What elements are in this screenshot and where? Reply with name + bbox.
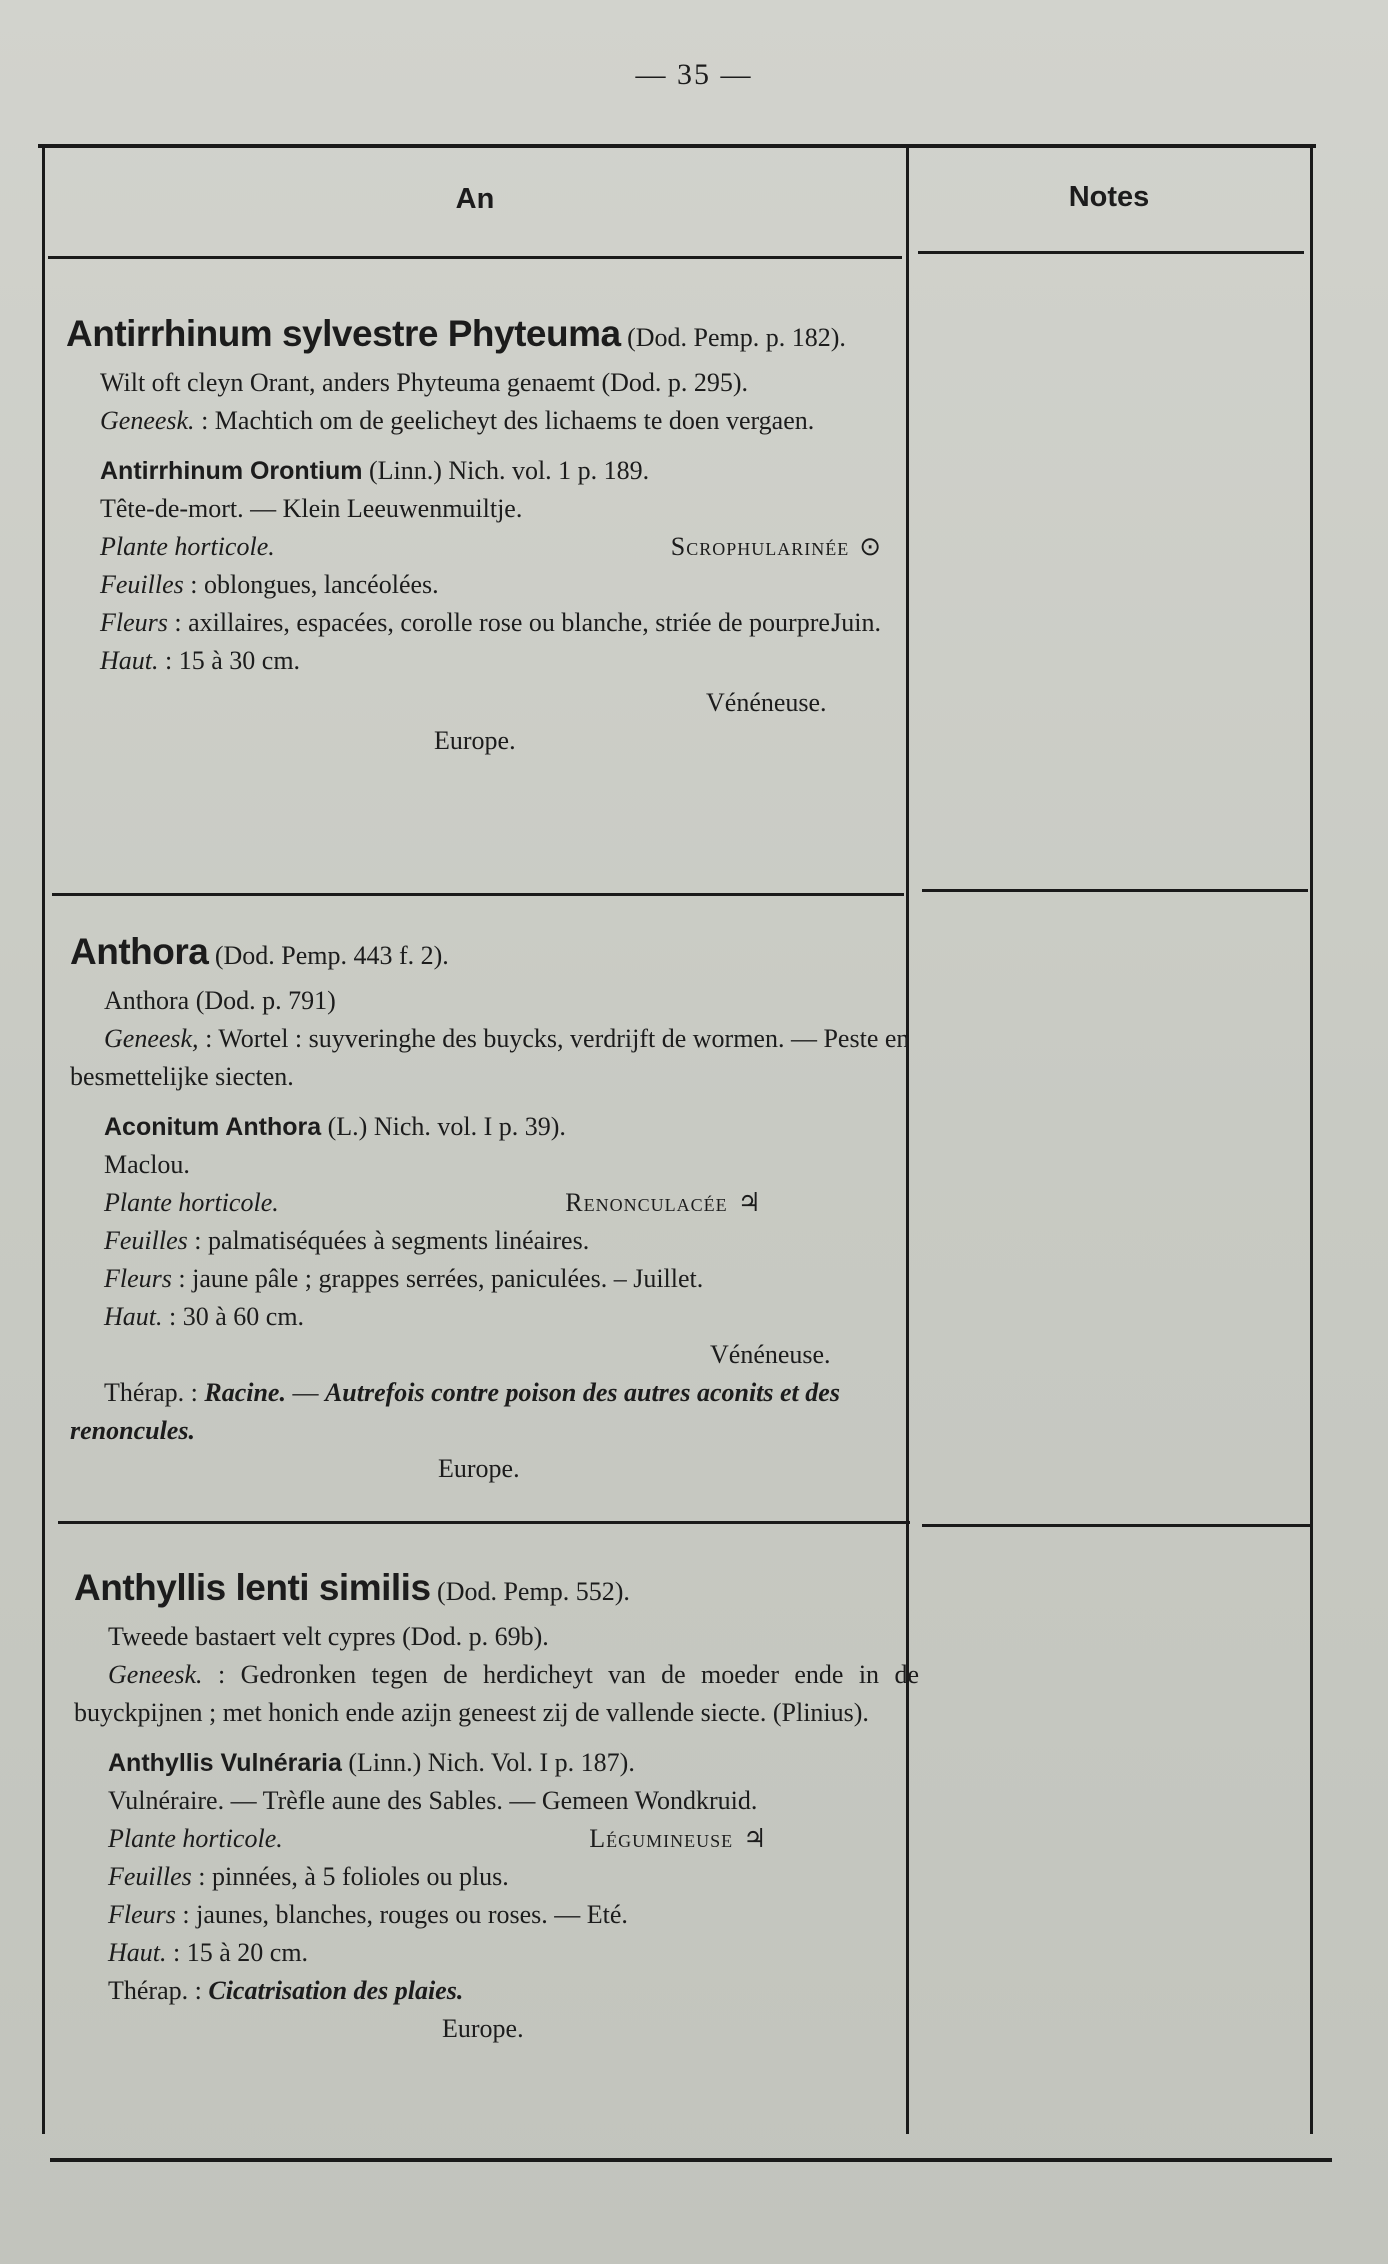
entry-reference: (Dod. Pemp. 443 f. 2).: [214, 941, 449, 970]
column-header-notes: Notes: [1068, 181, 1150, 213]
geneesk-line: [70, 1020, 915, 1096]
row-rule-right-1: [922, 889, 1308, 892]
feuilles-text: palmatiséquées à segments linéaires.: [208, 1226, 590, 1255]
dutch-name: Anthora (Dod. p. 791): [104, 986, 336, 1015]
dutch-name: Tweede bastaert velt cypres (Dod. p. 69b).: [108, 1622, 549, 1651]
feuilles-label: Feuilles: [108, 1862, 192, 1891]
plante-type: Plante horticole.: [100, 532, 275, 561]
header-rule-left: [48, 256, 902, 259]
fleurs-label: Fleurs: [108, 1900, 176, 1929]
haut-line: Haut. : 15 à 20 cm.: [108, 1938, 309, 1967]
fleurs-label: Fleurs: [100, 608, 168, 637]
therap-part: Racine.: [204, 1378, 286, 1407]
row-rule-left-2: [58, 1521, 910, 1524]
therap-use: Cicatrisation des plaies.: [208, 1976, 464, 2005]
entry-reference: (Dod. Pemp. 552).: [437, 1577, 630, 1606]
feuilles-line: Feuilles : oblongues, lancéolées.: [100, 570, 439, 599]
haut-line: Haut. : 15 à 30 cm.: [100, 646, 301, 675]
fleurs-line: Fleurs : jaune pâle ; grappes serrées, paniculées. – Juillet.: [104, 1264, 704, 1293]
perennial-symbol-icon: ♃: [737, 1188, 761, 1217]
month: Juin.: [831, 608, 881, 637]
fleurs-line: Fleurs : axillaires, espacées, corolle rose ou blanche, striée de pourpre.: [100, 608, 837, 637]
plante-line: [70, 1184, 915, 1222]
synonym-ref: (Linn.) Nich. vol. 1 p. 189.: [368, 456, 650, 485]
haut-text: 15 à 20 cm.: [186, 1938, 309, 1967]
synonym-name: Antirrhinum Orontium: [100, 457, 363, 485]
entry-anthyllis: [74, 1562, 919, 2048]
row-rule-right-2: [922, 1524, 1312, 1527]
plante-line: [74, 1820, 919, 1858]
haut-label: Haut.: [104, 1302, 163, 1331]
geneesk-line: [32, 402, 911, 440]
geneesk-sep: :: [202, 1660, 241, 1689]
family-name: Renonculacée: [565, 1188, 728, 1217]
entry-antirrhinum: [66, 308, 911, 760]
therap-use: Autrefois contre poison des autres aconits et des renoncules.: [70, 1378, 840, 1445]
geneesk-line: [74, 1656, 919, 1732]
therap-label: Thérap.: [108, 1976, 189, 2005]
geneesk-sep: :: [194, 406, 215, 435]
geneesk-label: Geneesk.: [100, 406, 195, 435]
geneesk-text: Wortel : suyveringhe des buycks, verdrijft de wormen. — Peste en besmettelijke siecten.: [70, 1024, 910, 1091]
toxicity: Vénéneuse.: [706, 688, 827, 717]
entry-reference: (Dod. Pemp. p. 182).: [627, 323, 846, 352]
synonym-name: Aconitum Anthora: [104, 1113, 322, 1141]
table-top-rule: [38, 144, 1316, 148]
haut-label: Haut.: [108, 1938, 167, 1967]
synonym-ref: (Linn.) Nich. Vol. I p. 187).: [348, 1748, 635, 1777]
plante-type: Plante horticole.: [108, 1824, 283, 1853]
fleurs-label: Fleurs: [104, 1264, 172, 1293]
synonym-line: [66, 452, 911, 490]
dutch-name: Wilt oft cleyn Orant, anders Phyteuma genaemt (Dod. p. 295).: [100, 368, 749, 397]
fleurs-text: axillaires, espacées, corolle rose ou blanche, striée de pourpre.: [188, 608, 837, 637]
column-header-an: An: [455, 183, 495, 215]
therap-label: Thérap.: [104, 1378, 185, 1407]
entry-anthora: [70, 926, 915, 1488]
entry-title-line: [74, 1562, 919, 1618]
annual-symbol-icon: ⊙: [859, 532, 881, 561]
haut-text: 30 à 60 cm.: [182, 1302, 305, 1331]
row-rule-left-1: [52, 893, 904, 896]
page-number: — 35 —: [635, 58, 753, 91]
fleurs-text: jaune pâle ; grappes serrées, paniculées. – Juillet.: [192, 1264, 704, 1293]
feuilles-line: Feuilles : pinnées, à 5 folioles ou plus.: [108, 1862, 509, 1891]
entry-title-line: [70, 926, 915, 982]
entry-title-line: [66, 308, 911, 364]
haut-text: 15 à 30 cm.: [178, 646, 301, 675]
plante-line: [66, 528, 911, 566]
geneesk-label: Geneesk,: [104, 1024, 199, 1053]
table-bottom-rule: [50, 2158, 1332, 2162]
feuilles-text: pinnées, à 5 folioles ou plus.: [212, 1862, 509, 1891]
therap-line: Thérap. : Cicatrisation des plaies.: [108, 1976, 464, 2005]
perennial-symbol-icon: ♃: [743, 1824, 767, 1853]
family-name: Légumineuse: [589, 1824, 734, 1853]
haut-label: Haut.: [100, 646, 159, 675]
geneesk-label: Geneesk.: [108, 1660, 203, 1689]
feuilles-line: Feuilles : palmatiséquées à segments linéaires.: [104, 1226, 590, 1255]
entry-title: Anthyllis lenti similis: [74, 1567, 431, 1608]
geneesk-sep: :: [198, 1024, 219, 1053]
region: Europe.: [442, 2014, 524, 2043]
common-names: Tête-de-mort. — Klein Leeuwenmuiltje.: [100, 494, 523, 523]
region: Europe.: [434, 726, 516, 755]
synonym-ref: (L.) Nich. vol. I p. 39).: [327, 1112, 566, 1141]
entry-title: Anthora: [70, 931, 209, 972]
table-left-border: [42, 148, 45, 2134]
fleurs-text: jaunes, blanches, rouges ou roses. — Eté.: [196, 1900, 628, 1929]
entry-title: Antirrhinum sylvestre Phyteuma: [66, 313, 621, 354]
geneesk-text: Machtich om de geelicheyt des lichaems te doen vergaen.: [214, 406, 815, 435]
family-name: Scrophularinée: [670, 532, 850, 561]
common-names-text: Vulnéraire. — Trèfle aune des Sables. — Gemeen Wondkruid.: [108, 1786, 758, 1815]
feuilles-label: Feuilles: [104, 1226, 188, 1255]
header-rule-right: [918, 251, 1304, 254]
synonym-line: [74, 1744, 919, 1782]
feuilles-label: Feuilles: [100, 570, 184, 599]
synonym-name: Anthyllis Vulnéraria: [108, 1749, 342, 1777]
fleurs-line: Fleurs : jaunes, blanches, rouges ou roses. — Eté.: [108, 1900, 628, 1929]
plante-type: Plante horticole.: [104, 1188, 279, 1217]
haut-line: Haut. : 30 à 60 cm.: [104, 1302, 305, 1331]
region: Europe.: [438, 1454, 520, 1483]
geneesk-text: Gedronken tegen de herdicheyt van de moeder ende in de buyckpijnen ; met honich ende azijn geneest zij de vallende siecte. (Plinius).: [74, 1660, 919, 1727]
therap-line: Thérap. : Racine. — Autrefois contre poison des autres aconits et des renoncules.: [70, 1378, 840, 1445]
synonym-line: [70, 1108, 915, 1146]
feuilles-text: oblongues, lancéolées.: [204, 570, 439, 599]
common-names: Maclou.: [104, 1150, 190, 1179]
toxicity: Vénéneuse.: [710, 1340, 831, 1369]
table-right-border: [1310, 148, 1313, 2134]
common-names: [74, 1782, 919, 1820]
